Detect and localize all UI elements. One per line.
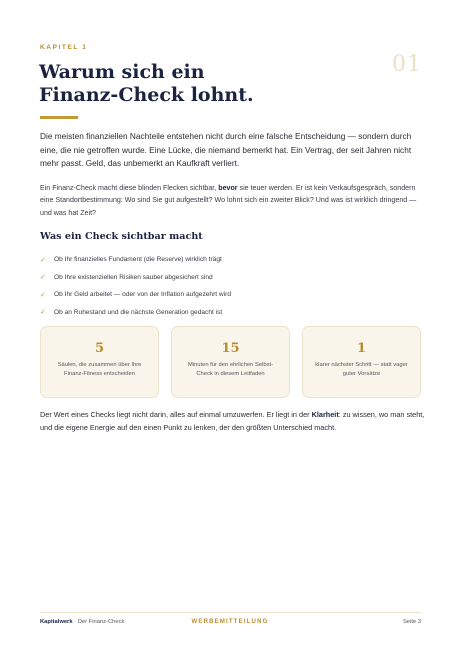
footer-page-number: Seite 3 — [402, 619, 421, 625]
body-text-start: Ein Finanz-Check macht diese blinden Flecken sichtbar, — [40, 184, 219, 192]
checkmark-icon: ✓ — [40, 274, 46, 282]
checklist-item — [40, 304, 231, 322]
checklist-item-text: Ob Ihr finanzielles Fundament (die Reserve) wirklich trägt — [54, 256, 222, 264]
chapter-kicker: KAPITEL 1 — [40, 44, 88, 51]
stat-label: Säulen, die zusammen über Ihre Finanz-Fitness entscheiden — [57, 362, 142, 377]
checklist-item-text: Ob Ihr Geld arbeitet — oder von der Inflation aufgezehrt wird — [54, 291, 232, 299]
chapter-number: 01 — [392, 52, 422, 77]
section-heading: Was ein Check sichtbar macht — [40, 231, 203, 242]
page-title — [39, 61, 299, 107]
body-text-end: sie teuer werden. Er ist kein Verkaufsgespräch, sondern eine Standortbestimmung: Wo sind Sie gut aufgestellt? Wo lohnt sich ein zweiter Blick? Und was ist wirklich dringend — und was hat Zeit? — [40, 184, 417, 217]
stat-card — [40, 326, 159, 398]
checklist-item-text: Ob an Ruhestand und die nächste Generation gedacht ist — [54, 308, 223, 316]
stat-card — [171, 326, 290, 398]
body-text-emphasis: bevor — [218, 184, 238, 192]
checklist-item — [40, 286, 231, 304]
stat-cards — [40, 326, 421, 398]
document-title: · Der Finanz-Check — [72, 619, 125, 625]
stat-label: Minuten für den ehrlichen Selbst-Check in diesem Leitfaden — [187, 362, 274, 377]
closing-paragraph — [40, 409, 426, 434]
brand-name: Kapitalwerk — [40, 619, 73, 625]
checkmark-icon: ✓ — [40, 309, 46, 317]
checklist-item — [40, 269, 231, 287]
title-line-2: Finanz-Check lohnt. — [39, 84, 254, 106]
body-paragraph — [40, 182, 422, 219]
footer-notice: WERBEMITTEILUNG — [191, 619, 269, 625]
closing-text-emphasis: Klarheit — [311, 410, 339, 419]
stat-card — [302, 326, 421, 398]
checkmark-icon: ✓ — [40, 256, 46, 264]
stat-value: 1 — [356, 341, 367, 356]
title-line-1: Warum sich ein — [39, 61, 205, 83]
closing-text-start: Der Wert eines Checks liegt nicht darin, alles auf einmal umzuwerfen. Er liegt in der — [40, 410, 312, 419]
closing-text-end: : zu wissen, wo man steht, und die eigene Energie auf den einen Punkt zu lenken, der den größten Unterschied macht. — [40, 410, 425, 432]
stat-value: 5 — [94, 341, 105, 356]
lead-paragraph: Die meisten finanziellen Nachteile entstehen nicht durch eine falsche Entscheidung — sondern durch eine, die nie getroffen wurde. Eine Lücke, die niemand bemerkt hat. Ein Vertrag, der seit Jahren nicht mehr passt. Geld, das unbemerkt an Kaufkraft verliert. — [40, 131, 412, 169]
title-rule — [40, 116, 78, 119]
checklist-item-text: Ob Ihre existenziellen Risiken sauber abgesichert sind — [54, 273, 213, 281]
stat-label: klarer nächster Schritt — statt vager guter Vorsätze — [315, 362, 408, 377]
checklist-item — [40, 251, 231, 269]
checkmark-icon: ✓ — [40, 291, 46, 299]
stat-value: 15 — [221, 341, 240, 356]
checklist — [40, 251, 231, 321]
footer-divider — [40, 612, 421, 613]
